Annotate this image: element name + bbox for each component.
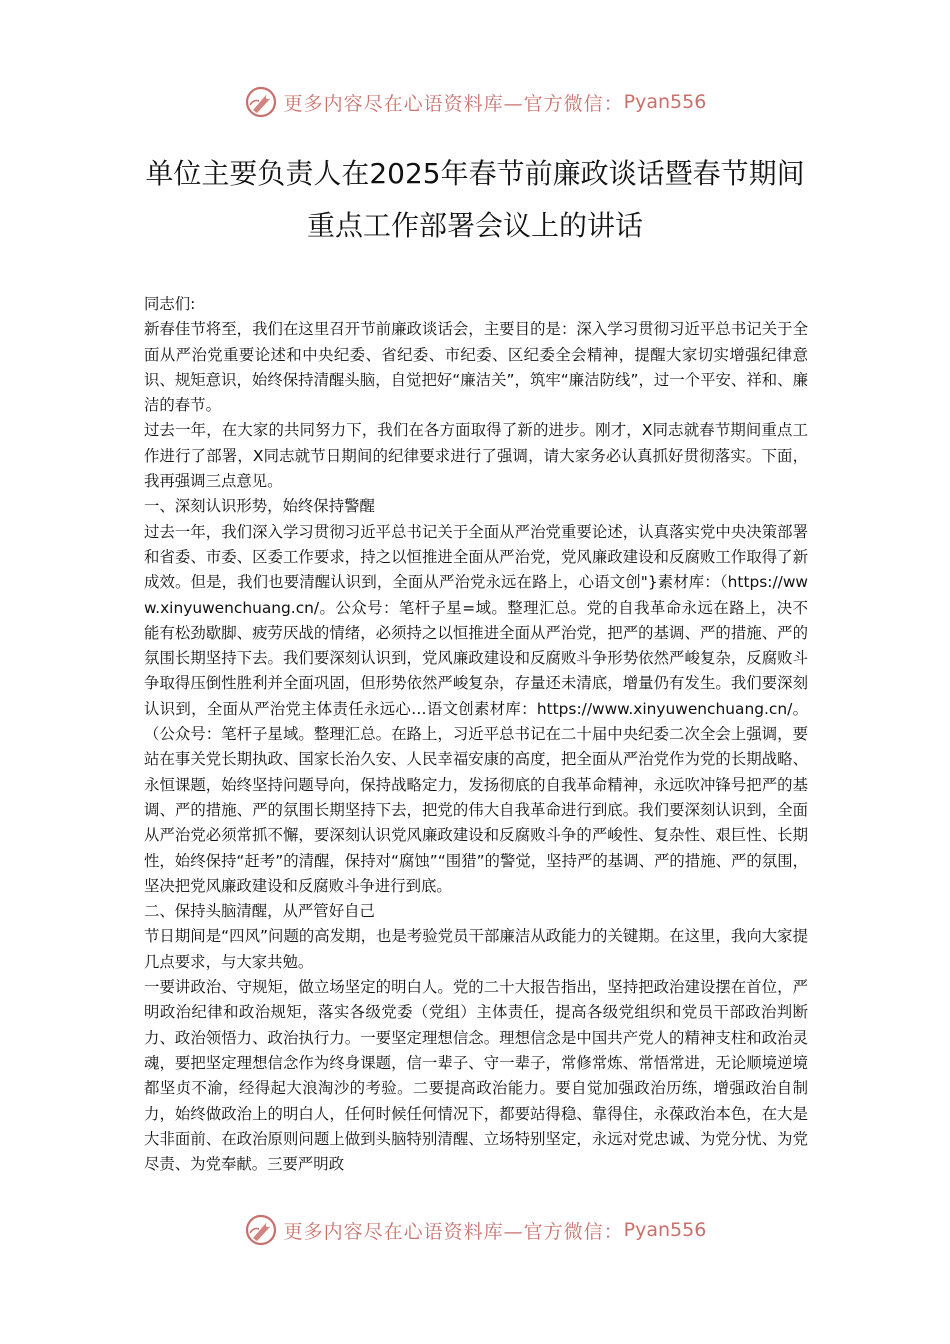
paragraph: 新春佳节将至，我们在这里召开节前廉政谈话会，主要目的是：深入学习贯彻习近平总书记关于全面从严治党重要论述和中央纪委、省纪委、市纪委、区纪委全会精神，提醒大家切实增强纪律意识、规矩意识，始终保持清醒头脑，自觉把好“廉洁关”，筑牢“廉洁防线”，过一个平安、祥和、廉洁的春节。 <box>144 320 808 415</box>
pen-nib-logo-icon <box>244 85 278 119</box>
banner-wechat-id: Pyan556 <box>623 1219 707 1241</box>
header-watermark-banner <box>0 82 950 122</box>
section-heading: 二、保持头脑清醒，从严管好自己 <box>144 902 375 921</box>
banner-text: 更多内容尽在心语资料库—官方微信： <box>283 92 624 115</box>
pen-nib-logo-icon <box>244 1213 278 1247</box>
section-heading: 一、深刻认识形势，始终保持警醒 <box>144 497 375 516</box>
document-title: 单位主要负责人在2025年春节前廉政谈话暨春节期间重点工作部署会议上的讲话 <box>145 157 805 242</box>
paragraph: 过去一年，在大家的共同努力下，我们在各方面取得了新的进步。刚才，X同志就春节期间重点工作进行了部署，X同志就节日期间的纪律要求进行了强调，请大家务必认真抓好贯彻落实。下面，我再强调三点意见。 <box>144 421 808 491</box>
salutation: 同志们: <box>144 295 196 313</box>
document-body <box>144 292 808 1177</box>
footer-watermark-banner <box>0 1210 950 1250</box>
paragraph: 过去一年，我们深入学习贯彻习近平总书记关于全面从严治党重要论述，认真落实党中央决策部署和省委、市委、区委工作要求，持之以恒推进全面从严治党，党风廉政建设和反腐败工作取得了新成效。但是，我们也要清醒认识到，全面从严治党永远在路上，心语文创"}素材库：（https://www.xinyuwenchuang.cn/。公众号：笔杆子星=域。整理汇总。党的自我革命永远在路上，决不能有松劲歇脚、疲劳厌战的情绪，必须持之以恒推进全面从严治党，把严的基调、严的措施、严的氛围长期坚持下去。我们要深刻认识到，党风廉政建设和反腐败斗争形势依然严峻复杂，反腐败斗争取得压倒性胜利并全面巩固，但形势依然严峻复杂，存量还未清底，增量仍有发生。我们要深刻认识到，全面从严治党主体责任永远心…语文创素材库：https://www.xinyuwenchuang.cn/。（公众号：笔杆子星域。整理汇总。在路上，习近平总书记在二十届中央纪委二次全会上强调，要站在事关党长期执政、国家长治久安、人民幸福安康的高度，把全面从严治党作为党的长期战略、永恒课题，始终坚持问题导向，保持战略定力，发扬彻底的自我革命精神，永远吹冲锋号把严的基调、严的措施、严的氛围长期坚持下去，把党的伟大自我革命进行到底。我们要深刻认识到，全面从严治党必须常抓不懈，要深刻认识党风廉政建设和反腐败斗争的严峻性、复杂性、艰巨性、长期性，始终保持“赶考”的清醒，保持对“腐蚀”“围猎”的警觉，坚持严的基调、严的措施、严的氛围，坚决把党风廉政建设和反腐败斗争进行到底。 <box>144 522 808 895</box>
banner-wechat-id: Pyan556 <box>623 91 707 113</box>
banner-text: 更多内容尽在心语资料库—官方微信： <box>283 1220 624 1243</box>
paragraph: 一要讲政治、守规矩，做立场坚定的明白人。党的二十大报告指出，坚持把政治建设摆在首位，严明政治纪律和政治规矩，落实各级党委（党组）主体责任，提高各级党组织和党员干部政治判断力、政治领悟力、政治执行力。一要坚定理想信念。理想信念是中国共产党人的精神支柱和政治灵魂，要把坚定理想信念作为终身课题，信一辈子、守一辈子，常修常炼、常悟常进，无论顺境逆境都坚贞不渝，经得起大浪淘沙的考验。二要提高政治能力。要自觉加强政治历练，增强政治自制力，始终做政治上的明白人，任何时候任何情况下，都要站得稳、靠得住，永葆政治本色，在大是大非面前、在政治原则问题上做到头脑特别清醒、立场特别坚定，永远对党忠诚、为党分忧、为党尽责、为党奉献。三要严明政 <box>144 978 808 1174</box>
paragraph: 节日期间是“四风”问题的高发期，也是考验党员干部廉洁从政能力的关键期。在这里，我向大家提几点要求，与大家共勉。 <box>144 927 808 971</box>
